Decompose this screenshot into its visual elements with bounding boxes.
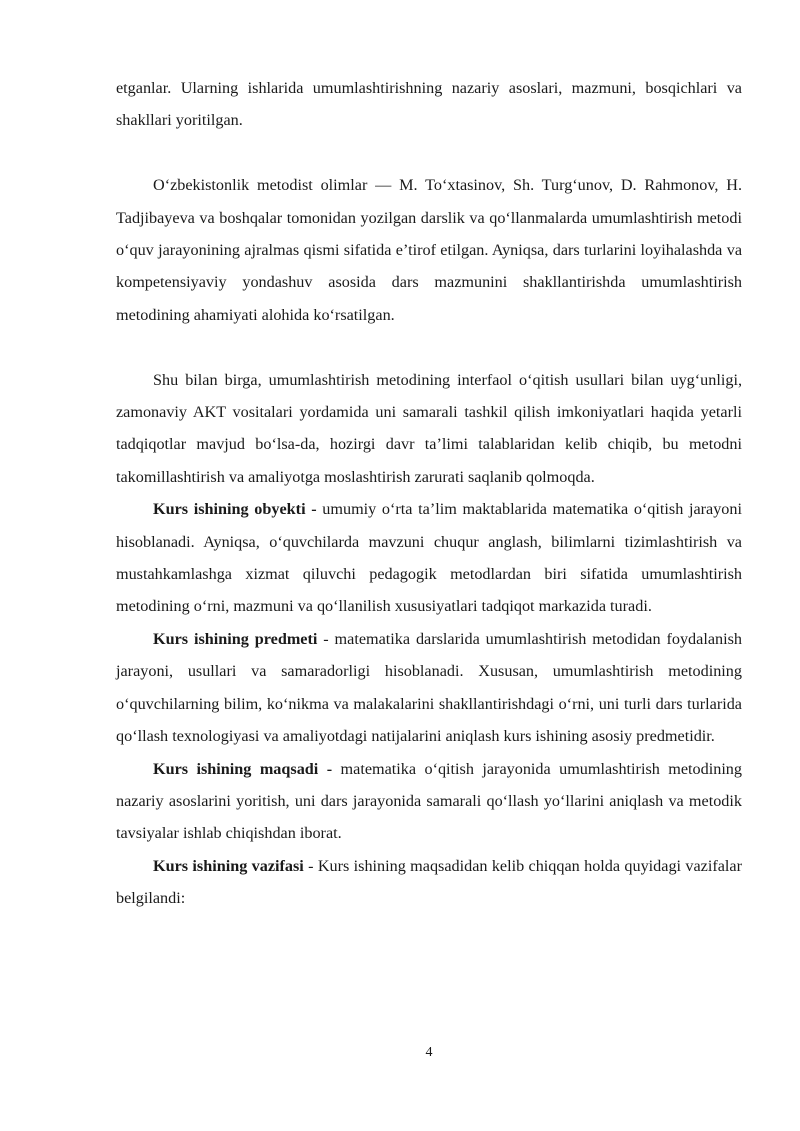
paragraph-gap bbox=[116, 137, 742, 169]
course-object-heading: Kurs ishining obyekti - bbox=[153, 500, 317, 519]
course-goal-heading: Kurs ishining maqsadi - bbox=[153, 759, 333, 778]
course-tasks-heading: Kurs ishining vazifasi bbox=[153, 856, 304, 875]
paragraph-uzbek-methodists bbox=[116, 169, 742, 331]
paragraph-course-goal bbox=[116, 753, 742, 850]
paragraph-continuation bbox=[116, 72, 742, 137]
course-subject-heading: Kurs ishining predmeti bbox=[153, 629, 318, 648]
paragraph-text: Shu bilan birga, umumlashtirish metodining interfaol o‘qitish usullari bilan uyg‘unligi, zamonaviy AKT vositalari yordamida uni samarali tashkil qilish imkoniyatlari haqida yetarli tadqiqotlar mavjud bo‘lsa-da, hozirgi davr ta’limi talablaridan kelib chiqib, bu metodni takomillashtirish va amaliyotga moslashtirish zarurati saqlanib qolmoqda. bbox=[116, 370, 742, 486]
course-goal-text: matematika o‘qitish jarayonida umumlashtirish metodining nazariy asoslarini yoritish, uni dars jarayonida samarali qo‘llash yo‘llarini aniqlash va metodik tavsiyalar ishlab chiqishdan iborat. bbox=[116, 759, 742, 843]
paragraph-gap bbox=[116, 331, 742, 363]
course-tasks-text: - Kurs ishining maqsadidan kelib chiqqan holda quyidagi vazifalar belgilandi: bbox=[116, 856, 742, 908]
paragraph-text: etganlar. Ularning ishlarida umumlashtirishning nazariy asoslari, mazmuni, bosqichlari va shakllari yoritilgan. bbox=[116, 79, 742, 130]
course-subject-text: - matematika darslarida umumlashtirish metodidan foydalanish jarayoni, usullari va samaradorligi hisoblanadi. Xususan, umumlashtirish metodining o‘quvchilarning bilim, ko‘nikma va malakalarini shakllantirishdagi o‘rni, uni turli dars turlarida qo‘llash texnologiyasi va amaliyotdagi natijalarini aniqlash kurs ishining asosiy predmetidir. bbox=[116, 629, 742, 746]
paragraph-course-object bbox=[116, 493, 742, 623]
course-object-text: umumiy o‘rta ta’lim maktablarida matematika o‘qitish jarayoni hisoblanadi. Ayniqsa, o‘quvchilarda mavzuni chuqur anglash, bilimlarni tizimlashtirish va mustahkamlashga xizmat qiluvchi pedagogik metodlardan biri sifatida umumlashtirish metodining o‘rni, mazmuni va qo‘llanilish xususiyatlari tadqiqot markazida turadi. bbox=[116, 500, 742, 616]
document-page bbox=[116, 72, 742, 915]
paragraph-research-gap bbox=[116, 364, 742, 494]
page-number-text: 4 bbox=[425, 1045, 433, 1060]
paragraph-course-subject bbox=[116, 623, 742, 753]
paragraph-course-tasks bbox=[116, 850, 742, 915]
page-number bbox=[0, 1043, 800, 1063]
paragraph-text: O‘zbekistonlik metodist olimlar — M. To‘xtasinov, Sh. Turg‘unov, D. Rahmonov, H. Tadjibayeva va boshqalar tomonidan yozilgan darslik va qo‘llanmalarda umumlashtirish metodi o‘quv jarayonining ajralmas qismi sifatida e’tirof etilgan. Ayniqsa, dars turlarini loyihalashda va kompetensiyaviy yondashuv asosida dars mazmunini shakllantirishda umumlashtirish metodining ahamiyati alohida ko‘rsatilgan. bbox=[116, 176, 742, 324]
